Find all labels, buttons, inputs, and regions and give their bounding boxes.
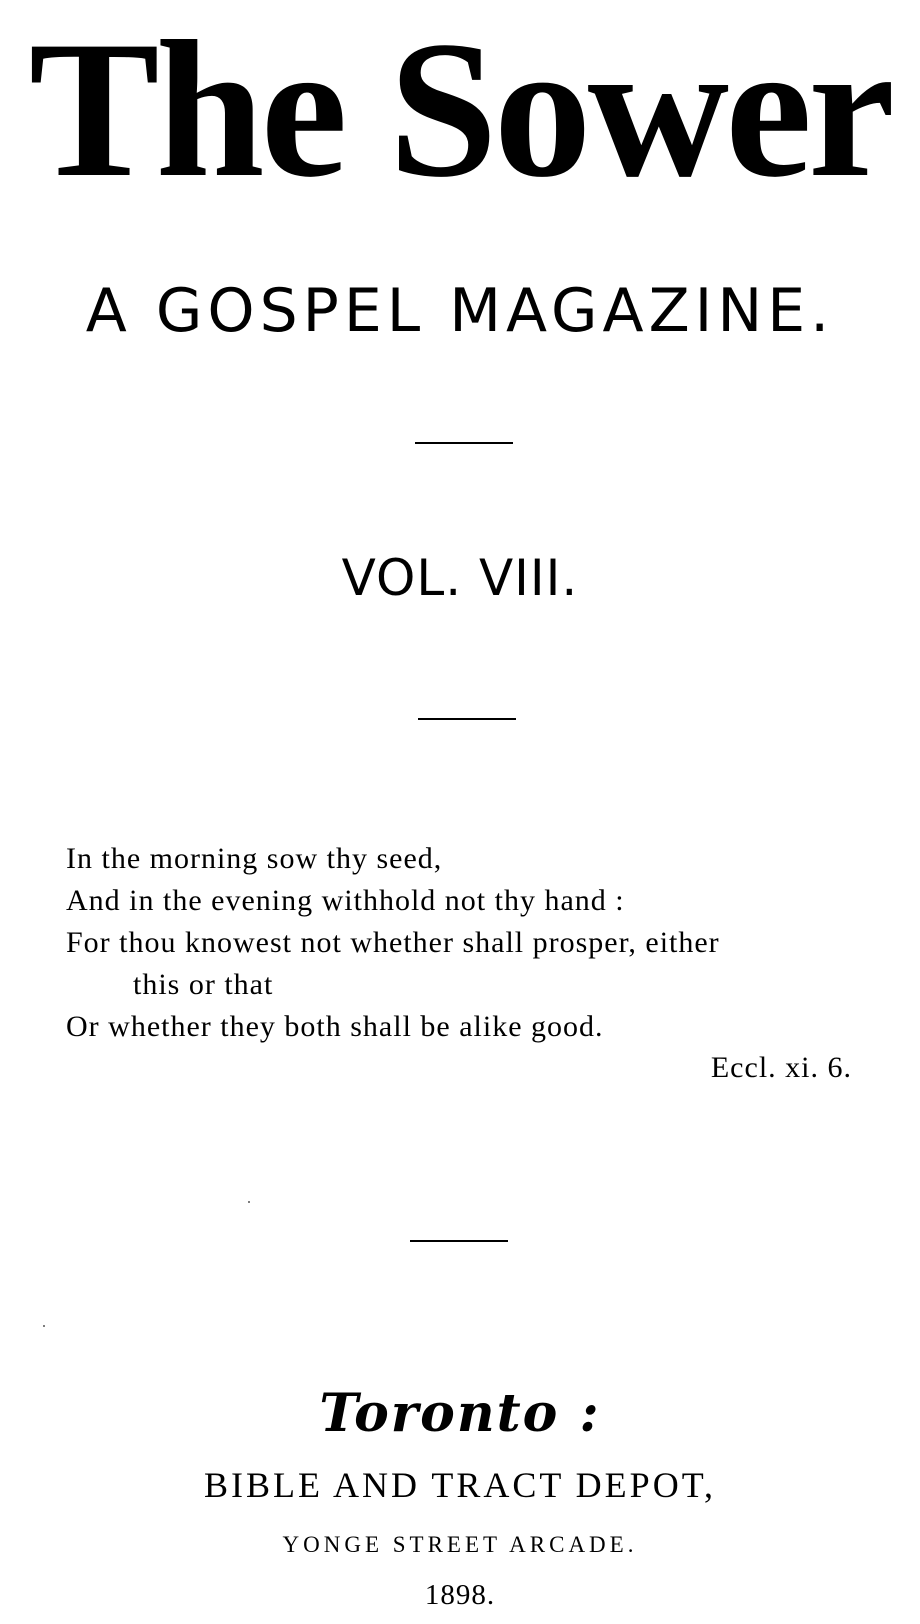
imprint-year: 1898.: [424, 1579, 496, 1611]
print-speck: [248, 1201, 250, 1203]
divider-rule: [418, 718, 516, 720]
magazine-title: The Sower: [28, 1, 892, 218]
imprint-publisher: BIBLE AND TRACT DEPOT,: [203, 1465, 717, 1505]
verse-line: this or that: [133, 968, 274, 1001]
imprint-address: YONGE STREET ARCADE.: [282, 1532, 638, 1557]
verse-citation: Eccl. xi. 6.: [710, 1051, 852, 1084]
verse-line: For thou knowest not whether shall prosper, either: [66, 926, 720, 959]
verse-line: And in the evening withhold not thy hand :: [66, 884, 625, 917]
print-speck: [43, 1325, 45, 1327]
volume-number: VOL. VIII.: [341, 549, 579, 607]
magazine-subtitle: A GOSPEL MAGAZINE.: [85, 276, 835, 346]
epigraph-verse: [66, 838, 866, 1048]
imprint-city: Toronto :: [319, 1383, 601, 1444]
divider-rule: [410, 1240, 508, 1242]
verse-line: Or whether they both shall be alike good.: [66, 1010, 604, 1043]
verse-line: In the morning sow thy seed,: [66, 842, 443, 875]
divider-rule: [415, 442, 513, 444]
